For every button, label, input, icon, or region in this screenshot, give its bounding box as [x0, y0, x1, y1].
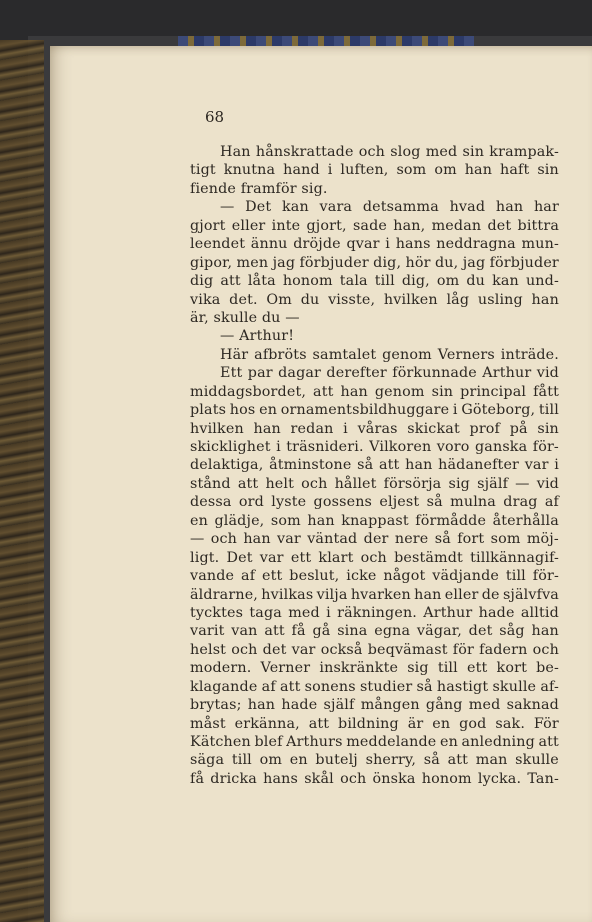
marbled-endpaper — [0, 40, 44, 922]
text-line: måst erkänna, att bildning är en god sak. För — [190, 715, 559, 732]
text-line: varit van att få gå sina egna vägar, det såg han — [190, 623, 559, 640]
text-line: Han hånskrattade och slog med sin krampak- — [220, 144, 559, 160]
text-line: — Arthur! — [220, 328, 295, 345]
text-line: gipor, men jag förbjuder dig, hör du, jag förbjuder — [190, 254, 559, 271]
text-line: Ett par dagar derefter förkunnade Arthur vid — [220, 365, 559, 382]
text-line: — Det kan vara detsamma hvad han har — [220, 199, 559, 216]
text-line: stånd att helt och hållet försörja sig själf — vid — [190, 475, 559, 492]
text-line: dig att låta honom tala till dig, om du kan und- — [190, 273, 559, 290]
text-line: Här afbröts samtalet genom Verners inträde. — [220, 346, 559, 363]
text-line: klagande af att sonens studier så hastigt skulle af- — [190, 678, 559, 695]
text-line: brytas; han hade själf mången gång med saknad — [190, 697, 559, 714]
text-line: vika det. Om du visste, hvilken låg usling han — [190, 291, 559, 308]
text-line: är, skulle du — — [190, 309, 300, 326]
text-line: hvilken han redan i våras skickat prof på sin — [190, 420, 559, 437]
text-line: få dricka hans skål och önska honom lycka. Tan- — [190, 770, 559, 787]
text-line: gjort eller inte gjort, sade han, medan det bittra — [190, 217, 559, 234]
text-line: modern. Verner inskränkte sig till ett kort be- — [190, 660, 559, 677]
text-line: delaktiga, åtminstone så att han hädanefter var i — [190, 457, 559, 474]
body-text — [190, 143, 559, 788]
text-line: leendet ännu dröjde qvar i hans neddragna mun- — [190, 236, 559, 253]
text-line: tigt knutna hand i luften, som om han haft sin — [190, 162, 559, 179]
text-line: — och han var väntad der nere så fort som möj- — [190, 531, 559, 548]
text-line: skicklighet i träsnideri. Vilkoren voro ganska för- — [190, 439, 559, 455]
text-line: vande af ett beslut, icke något vädjande till för- — [190, 568, 559, 585]
text-line: helst och det var också beqvämast för fadern och — [190, 641, 559, 658]
text-line: säga till om en butelj sherry, så att man skulle — [190, 752, 559, 769]
text-line: äldrarne, hvilkas vilja hvarken han eller de självfva — [190, 586, 559, 603]
text-line: en glädje, som han knappast förmådde återhålla — [190, 512, 559, 529]
text-line: tycktes taga med i räkningen. Arthur hade alltid — [190, 604, 559, 621]
text-line: ligt. Det var ett klart och bestämdt tillkännagif- — [190, 549, 559, 566]
text-line: Kätchen blef Arthurs meddelande en anledning att — [190, 734, 559, 750]
text-line: middagsbordet, att han genom sin principal fått — [190, 383, 559, 400]
text-line: plats hos en ornamentsbildhuggare i Göteborg, till — [190, 402, 559, 419]
page-number: 68 — [205, 108, 225, 126]
text-line: fiende framför sig. — [190, 180, 328, 197]
text-line: dessa ord lyste gossens eljest så mulna drag af — [190, 494, 559, 511]
